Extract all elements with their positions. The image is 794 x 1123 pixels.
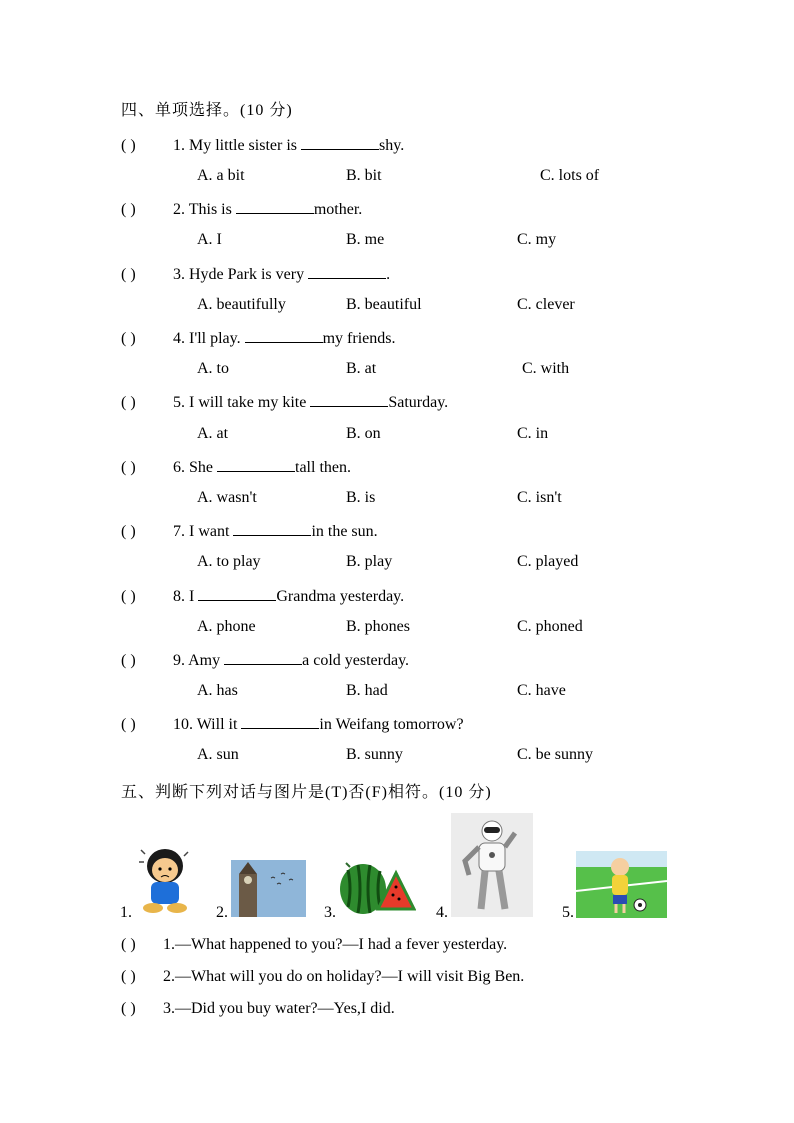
question-text-after: a cold yesterday. [302, 652, 410, 669]
answer-bracket: ( ) [121, 936, 136, 953]
fill-in-blank [224, 650, 302, 665]
option-c: C. my [517, 231, 557, 248]
option-a: A. phone [197, 618, 256, 635]
question-text-before: Will it [196, 716, 242, 733]
question-number: 1. [173, 137, 185, 154]
judgement-row [121, 936, 507, 954]
question-text-before: This is [188, 201, 236, 218]
option-a: A. I [197, 231, 222, 248]
option-b: B. is [346, 489, 376, 506]
option-b: B. me [346, 231, 385, 248]
option-b: B. sunny [346, 746, 403, 763]
question-number: 3. [173, 266, 185, 283]
question-text-before: I'll play. [189, 330, 245, 347]
option-a: A. sun [197, 746, 239, 763]
fill-in-blank [308, 264, 386, 279]
fill-in-blank [301, 135, 379, 150]
option-a: A. a bit [197, 167, 245, 184]
answer-bracket: ( ) [121, 588, 136, 605]
option-a: A. to play [197, 553, 261, 570]
option-b: B. at [346, 360, 377, 377]
answer-bracket: ( ) [121, 137, 136, 154]
fill-in-blank [236, 199, 314, 214]
option-c: C. isn't [517, 489, 562, 506]
dialogue-text: 2.—What will you do on holiday?—I will visit Big Ben. [163, 968, 525, 985]
question-number: 8. [173, 588, 185, 605]
option-b: B. beautiful [346, 296, 422, 313]
question-text-before: Hyde Park is very [189, 266, 309, 283]
option-c: C. have [517, 682, 566, 699]
question-row [121, 714, 464, 734]
answer-bracket: ( ) [121, 968, 136, 985]
section-5-title: 五、判断下列对话与图片是(T)否(F)相符。(10 分) [121, 784, 492, 801]
sick-boy-icon [136, 840, 194, 918]
question-number: 6. [173, 459, 185, 476]
dialogue-text: 1.—What happened to you?—I had a fever yesterday. [163, 936, 508, 953]
question-row [121, 650, 409, 670]
answer-bracket: ( ) [121, 201, 136, 218]
option-c: C. phoned [517, 618, 583, 635]
question-text-after: tall then. [295, 459, 351, 476]
question-number: 2. [173, 201, 185, 218]
answer-bracket: ( ) [121, 330, 136, 347]
fill-in-blank [198, 586, 276, 601]
big-ben-icon [231, 860, 306, 917]
question-row [121, 264, 390, 284]
robot-icon [451, 813, 533, 917]
answer-bracket: ( ) [121, 266, 136, 283]
picture-number: 1. [120, 904, 132, 921]
question-number: 4. [173, 330, 185, 347]
answer-bracket: ( ) [121, 394, 136, 411]
answer-bracket: ( ) [121, 716, 136, 733]
option-a: A. has [197, 682, 238, 699]
question-text-after: . [386, 266, 391, 283]
question-number: 7. [173, 523, 185, 540]
judgement-row [121, 1000, 395, 1018]
question-row [121, 521, 378, 541]
option-c: C. lots of [540, 167, 600, 184]
question-row [121, 457, 351, 477]
picture-number: 2. [216, 904, 228, 921]
answer-bracket: ( ) [121, 459, 136, 476]
question-text-before: My little sister is [189, 137, 301, 154]
option-a: A. to [197, 360, 229, 377]
option-b: B. bit [346, 167, 382, 184]
option-b: B. had [346, 682, 388, 699]
question-text-after: in Weifang tomorrow? [319, 716, 464, 733]
question-number: 5. [173, 394, 185, 411]
option-a: A. beautifully [197, 296, 286, 313]
option-c: C. with [522, 360, 570, 377]
question-text-before: She [189, 459, 217, 476]
option-b: B. phones [346, 618, 410, 635]
picture-number: 5. [562, 904, 574, 921]
picture-number: 3. [324, 904, 336, 921]
answer-bracket: ( ) [121, 652, 136, 669]
question-row [121, 199, 362, 219]
fill-in-blank [233, 521, 311, 536]
fill-in-blank [241, 714, 319, 729]
answer-bracket: ( ) [121, 523, 136, 540]
question-text-after: my friends. [322, 330, 396, 347]
fill-in-blank [217, 457, 295, 472]
question-text-after: Grandma yesterday. [276, 588, 405, 605]
option-c: C. in [517, 425, 549, 442]
fill-in-blank [245, 328, 323, 343]
question-text-before: Amy [188, 652, 225, 669]
fill-in-blank [310, 392, 388, 407]
question-row [121, 586, 404, 606]
option-b: B. play [346, 553, 393, 570]
question-text-before: I want [189, 523, 234, 540]
answer-bracket: ( ) [121, 1000, 136, 1017]
question-row [121, 135, 404, 155]
option-c: C. clever [517, 296, 575, 313]
boy-with-football-icon [576, 851, 667, 918]
question-text-after: shy. [379, 137, 405, 154]
question-row [121, 392, 448, 412]
question-number: 10. [173, 716, 193, 733]
option-c: C. played [517, 553, 579, 570]
question-row [121, 328, 395, 348]
picture-number: 4. [436, 904, 448, 921]
option-c: C. be sunny [517, 746, 593, 763]
question-text-before: I [189, 588, 199, 605]
option-a: A. wasn't [197, 489, 257, 506]
question-text-before: I will take my kite [189, 394, 311, 411]
option-a: A. at [197, 425, 229, 442]
dialogue-text: 3.—Did you buy water?—Yes,I did. [163, 1000, 395, 1017]
question-number: 9. [173, 652, 185, 669]
watermelon-icon [338, 855, 416, 917]
judgement-row [121, 968, 524, 986]
section-4-title: 四、单项选择。(10 分) [121, 102, 293, 119]
option-b: B. on [346, 425, 381, 442]
question-text-after: in the sun. [311, 523, 378, 540]
question-text-after: Saturday. [388, 394, 449, 411]
question-text-after: mother. [313, 201, 363, 218]
